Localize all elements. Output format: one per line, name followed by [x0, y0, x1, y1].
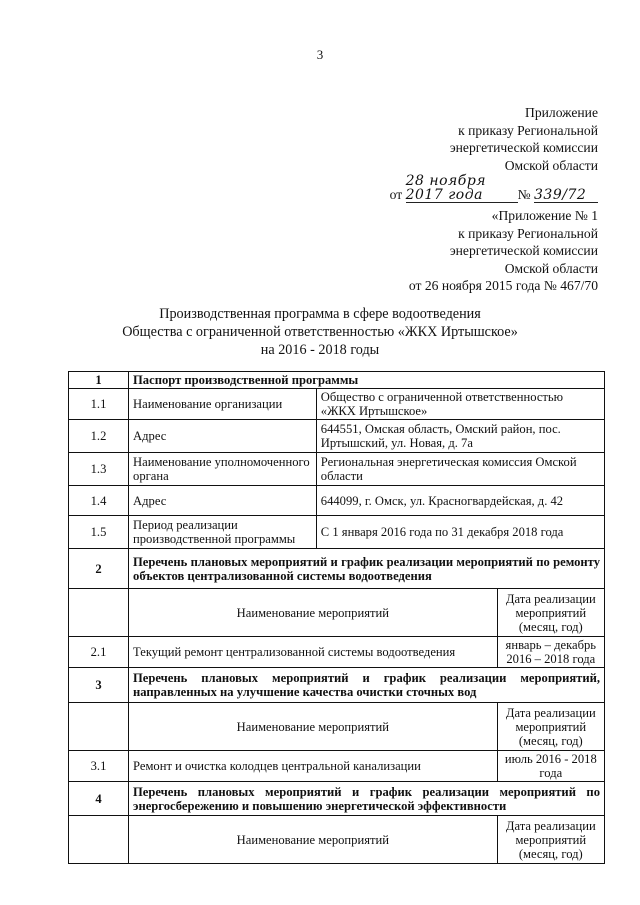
section-number: 3 — [69, 668, 129, 703]
appendix-line: Приложение — [525, 105, 598, 120]
appendix-line: к приказу Региональной — [458, 122, 598, 138]
table-row — [69, 486, 605, 516]
row-number: 1.3 — [69, 453, 129, 486]
column-header-date: Дата реализации мероприятий (месяц, год) — [497, 816, 604, 864]
section-row — [69, 372, 605, 389]
row-number: 2.1 — [69, 637, 129, 668]
section-title: Паспорт производственной программы — [129, 372, 605, 389]
section-title: Перечень плановых мероприятий и график реализации мероприятий, направленных на улучшение качества очистки сточных вод — [129, 668, 605, 703]
appendix-line: энергетической комиссии — [449, 140, 598, 155]
appendix-original-header — [409, 207, 598, 295]
column-header-date: Дата реализации мероприятий (месяц, год) — [497, 703, 604, 751]
row-value: С 1 января 2016 года по 31 декабря 2018 года — [316, 516, 604, 549]
appendix-line: энергетической комиссии — [449, 243, 598, 258]
column-header-name: Наименование мероприятий — [129, 816, 498, 864]
page-number: 3 — [316, 47, 324, 62]
table-row — [69, 516, 605, 549]
measure-date: июль 2016 - 2018 года — [497, 751, 604, 782]
column-header-row — [69, 816, 605, 864]
row-number: 3.1 — [69, 751, 129, 782]
appendix-date-line — [390, 174, 598, 204]
table-row — [69, 637, 605, 668]
appendix-line: к приказу Региональной — [458, 225, 598, 241]
from-label: от — [389, 187, 403, 202]
handwritten-number: 339/72 — [534, 188, 598, 203]
row-value: 644551, Омская область, Омский район, пос. Иртышский, ул. Новая, д. 7а — [316, 420, 604, 453]
measure-name: Текущий ремонт централизованной системы водоотведения — [129, 637, 498, 668]
appendix-line: «Приложение № 1 — [491, 208, 598, 223]
section-title: Перечень плановых мероприятий и график реализации мероприятий по энергосбережению и повышению энергетической эффективности — [129, 782, 605, 816]
table-row — [69, 389, 605, 420]
row-label: Адрес — [129, 420, 317, 453]
appendix-line: Омской области — [504, 157, 598, 173]
appendix-header — [390, 104, 598, 204]
section-title: Перечень плановых мероприятий и график реализации мероприятий по ремонту объектов централизованной системы водоотведения — [129, 549, 605, 589]
table-row — [69, 420, 605, 453]
empty-cell — [69, 589, 129, 637]
section-number: 4 — [69, 782, 129, 816]
row-label: Наименование уполномоченного органа — [129, 453, 317, 486]
section-row — [69, 668, 605, 703]
section-row — [69, 782, 605, 816]
appendix-line: от 26 ноября 2015 года № 467/70 — [408, 278, 598, 293]
title-line: на 2016 - 2018 годы — [260, 342, 380, 358]
title-line: Общества с ограниченной ответственностью «ЖКХ Иртышское» — [122, 324, 518, 340]
column-header-name: Наименование мероприятий — [129, 703, 498, 751]
row-value: 644099, г. Омск, ул. Красногвардейская, д. 42 — [316, 486, 604, 516]
document-title — [0, 305, 640, 359]
empty-cell — [69, 816, 129, 864]
section-number: 1 — [69, 372, 129, 389]
title-line: Производственная программа в сфере водоотведения — [159, 306, 481, 322]
table-row — [69, 751, 605, 782]
row-number: 1.1 — [69, 389, 129, 420]
handwritten-date: 28 ноября 2017 года — [406, 174, 518, 203]
table-row — [69, 453, 605, 486]
row-value: Общество с ограниченной ответственностью «ЖКХ Иртышское» — [316, 389, 604, 420]
program-table — [68, 371, 605, 864]
column-header-date: Дата реализации мероприятий (месяц, год) — [497, 589, 604, 637]
row-label: Адрес — [129, 486, 317, 516]
column-header-row — [69, 589, 605, 637]
number-sign: № — [517, 187, 531, 202]
measure-name: Ремонт и очистка колодцев центральной канализации — [129, 751, 498, 782]
section-row — [69, 549, 605, 589]
section-number: 2 — [69, 549, 129, 589]
column-header-row — [69, 703, 605, 751]
row-value: Региональная энергетическая комиссия Омской области — [316, 453, 604, 486]
measure-date: январь – декабрь 2016 – 2018 года — [497, 637, 604, 668]
row-label: Наименование организации — [129, 389, 317, 420]
appendix-line: Омской области — [504, 260, 598, 276]
row-number: 1.2 — [69, 420, 129, 453]
row-number: 1.5 — [69, 516, 129, 549]
empty-cell — [69, 703, 129, 751]
row-label: Период реализации производственной программы — [129, 516, 317, 549]
column-header-name: Наименование мероприятий — [129, 589, 498, 637]
row-number: 1.4 — [69, 486, 129, 516]
